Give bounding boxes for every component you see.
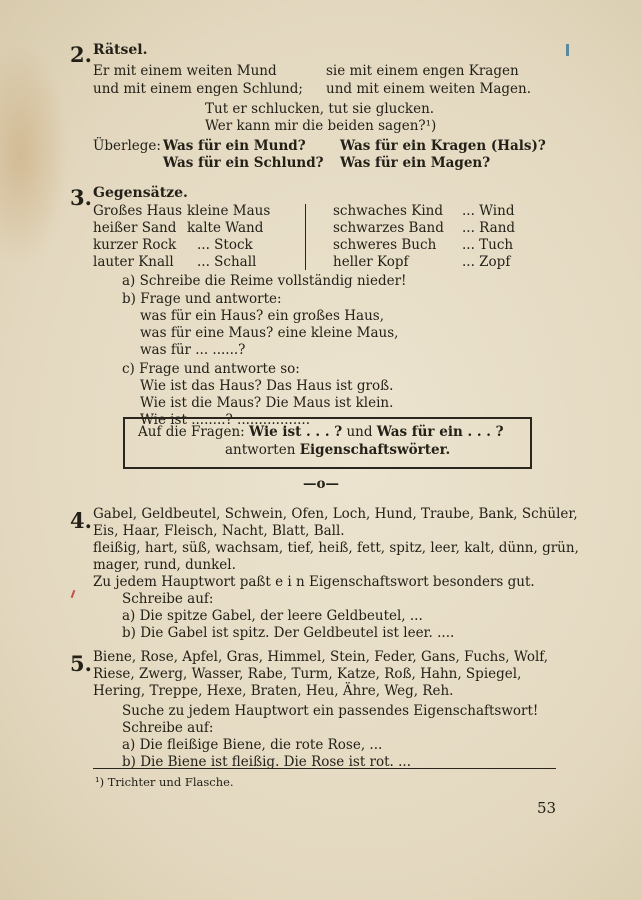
footnote: ¹) Trichter und Flasche. [95, 775, 234, 789]
example-a: a) Die fleißige Biene, die rote Rose, ... [122, 737, 383, 753]
example-a: a) Die spitze Gabel, der leere Geldbeutel, ... [122, 608, 423, 624]
riddle-line: Er mit einem weiten Mund [93, 63, 277, 79]
opposite-right-word: schweres Buch [333, 237, 437, 253]
task-c-line: Wie ist die Maus? Die Maus ist klein. [140, 395, 394, 411]
task-c: c) Frage und antworte so: [122, 361, 300, 377]
opposite-right-word: schwaches Kind [333, 203, 443, 219]
task-c-line: Wie ist das Haus? Das Haus ist groß. [140, 378, 394, 394]
example-b: b) Die Biene ist fleißig. Die Rose ist rot. ... [122, 754, 412, 770]
section-4-number: 4. [70, 508, 92, 533]
riddle-line: und mit einem weiten Magen. [326, 81, 531, 97]
opposite-right-rhyme: ... Tuch [462, 237, 514, 253]
noun-list: Hering, Treppe, Hexe, Braten, Heu, Ähre, Weg, Reh. [93, 683, 454, 699]
column-divider [305, 204, 306, 270]
rule-line-1 [138, 424, 504, 441]
opposite-left-word: lauter Knall [93, 254, 174, 270]
opposite-right-word: schwarzes Band [333, 220, 444, 236]
rule-line-2 [225, 442, 450, 459]
opposite-right-rhyme: ... Zopf [462, 254, 511, 270]
separator: —o— [303, 476, 340, 492]
question: Was für ein Kragen (Hals)? [340, 138, 546, 154]
task-a: a) Schreibe die Reime vollständig nieder! [122, 273, 407, 289]
opposite-left-rhyme: kalte Wand [187, 220, 264, 236]
consider-label: Überlege: [93, 138, 161, 154]
question: Was für ein Mund? [163, 138, 306, 154]
opposite-right-word: heller Kopf [333, 254, 409, 270]
task-b-line: was für eine Maus? eine kleine Maus, [140, 325, 399, 341]
rule-question: Wie ist . . . ? [249, 424, 343, 440]
opposite-right-rhyme: ... Rand [462, 220, 516, 236]
riddle-line: Tut er schlucken, tut sie glucken. [205, 101, 435, 117]
task-c-line: Wie ist ........? ................. [140, 412, 311, 428]
rule-question: Was für ein . . . ? [376, 424, 504, 440]
opposite-left-word: Großes Haus [93, 203, 183, 219]
opposite-left-word: kurzer Rock [93, 237, 177, 253]
noun-list: Riese, Zwerg, Wasser, Rabe, Turm, Katze, Roß, Hahn, Spiegel, [93, 666, 522, 682]
adjective-list: fleißig, hart, süß, wachsam, tief, heiß, fett, spitz, leer, kalt, dünn, grün, [93, 540, 579, 556]
rule-text: und [346, 424, 373, 440]
section-3-number: 3. [70, 185, 92, 210]
question: Was für ein Magen? [340, 155, 491, 171]
task-b-line: was für ... ......? [140, 342, 246, 358]
noun-list: Gabel, Geldbeutel, Schwein, Ofen, Loch, Hund, Traube, Bank, Schüler, [93, 506, 578, 522]
section-3-title: Gegensätze. [93, 185, 188, 201]
section-2-number: 2. [70, 42, 92, 67]
riddle-line: sie mit einem engen Kragen [326, 63, 519, 79]
riddle-line: und mit einem engen Schlund; [93, 81, 303, 97]
task-b-line: was für ein Haus? ein großes Haus, [140, 308, 385, 324]
section-2-title: Rätsel. [93, 42, 148, 58]
noun-list: Biene, Rose, Apfel, Gras, Himmel, Stein, Feder, Gans, Fuchs, Wolf, [93, 649, 549, 665]
footnote-rule [93, 768, 556, 769]
rule-text: antworten [225, 442, 296, 458]
opposite-left-word: heißer Sand [93, 220, 177, 236]
paper-stain [0, 40, 70, 270]
instruction: Schreibe auf: [122, 591, 214, 607]
task-b: b) Frage und antworte: [122, 291, 282, 307]
opposite-left-rhyme: ... Stock [197, 237, 253, 253]
section-5-number: 5. [70, 651, 92, 676]
blue-ink-mark [566, 44, 569, 56]
instruction: Suche zu jedem Hauptwort ein passendes Eigenschaftswort! [122, 703, 539, 719]
instruction: Schreibe auf: [122, 720, 214, 736]
instruction: Zu jedem Hauptwort paßt e i n Eigenschaftswort besonders gut. [93, 574, 535, 590]
adjective-list: mager, rund, dunkel. [93, 557, 236, 573]
rule-text: Auf die Fragen: [138, 424, 245, 440]
riddle-line: Wer kann mir die beiden sagen?¹) [205, 118, 437, 134]
rule-term: Eigenschaftswörter. [299, 442, 451, 458]
question: Was für ein Schlund? [163, 155, 324, 171]
noun-list: Eis, Haar, Fleisch, Nacht, Blatt, Ball. [93, 523, 345, 539]
opposite-left-rhyme: kleine Maus [187, 203, 271, 219]
example-b: b) Die Gabel ist spitz. Der Geldbeutel ist leer. .... [122, 625, 455, 641]
opposite-right-rhyme: ... Wind [462, 203, 515, 219]
opposite-left-rhyme: ... Schall [197, 254, 257, 270]
page-number: 53 [537, 799, 557, 817]
red-ink-mark [71, 590, 76, 598]
